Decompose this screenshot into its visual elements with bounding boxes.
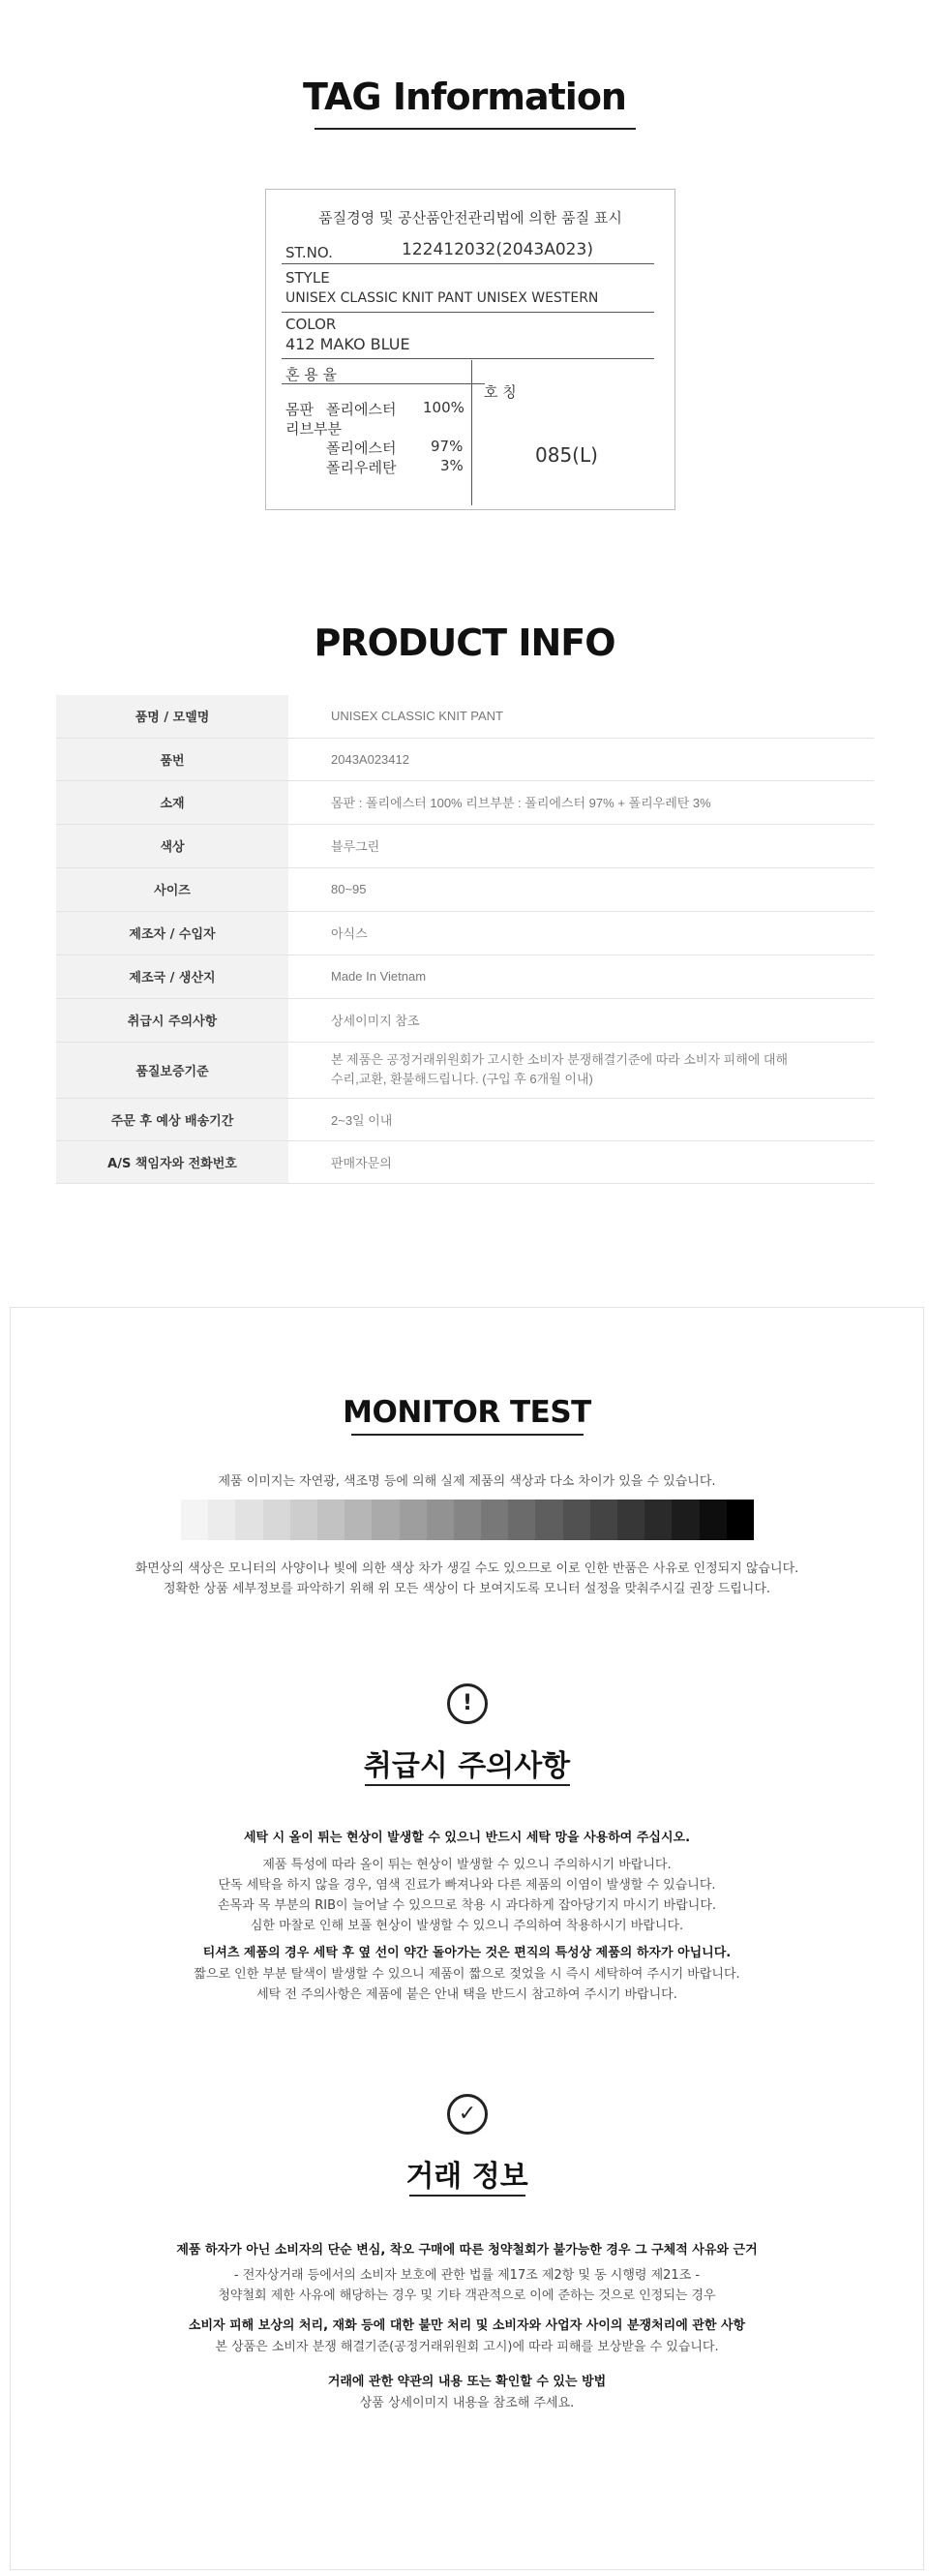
row-value: 판매자문의: [288, 1140, 874, 1183]
row-value: 블루그린: [288, 824, 874, 867]
row-label: 취급시 주의사항: [56, 998, 288, 1042]
care-line: 심한 마찰로 인해 보풀 현상이 발생할 수 있으니 주의하여 착용하시기 바랍니다.: [250, 1919, 684, 1933]
care-line: 제품 특성에 따라 올이 튀는 현상이 발생할 수 있으니 주의하시기 바랍니다.: [262, 1858, 672, 1872]
gray-swatch: [563, 1500, 590, 1540]
tag-mix-label: 혼 용 율: [285, 366, 338, 383]
row-value: 아식스: [288, 911, 874, 955]
row-value: Made In Vietnam: [288, 955, 874, 998]
check-circle-icon: [447, 2094, 488, 2135]
tag-label-card: [265, 189, 675, 510]
care-title-underline: [365, 1784, 570, 1786]
tag-style-label: STYLE: [285, 269, 330, 287]
row-value: 2043A023412: [288, 738, 874, 780]
gray-swatch: [181, 1500, 208, 1540]
table-row: [56, 998, 874, 1042]
row-label: A/S 책임자와 전화번호: [56, 1140, 288, 1183]
gray-swatch: [535, 1500, 562, 1540]
row-label: 제조자 / 수입자: [56, 911, 288, 955]
trade-line: 청약철회 제한 사유에 해당하는 경우 및 기타 객관적으로 이에 준하는 것으로 인정되는 경우: [218, 2288, 716, 2303]
monitor-test-title: MONITOR TEST: [343, 1395, 591, 1430]
row-label: 품번: [56, 738, 288, 780]
tag-rib-pct-2: 3%: [440, 457, 464, 474]
table-row: [56, 695, 874, 738]
row-label: 사이즈: [56, 867, 288, 911]
row-value-line: 본 제품은 공정거래위원회가 고시한 소비자 분쟁해결기준에 따라 소비자 피해에 대해: [331, 1052, 789, 1067]
tag-divider: [282, 263, 654, 264]
monitor-intro: 제품 이미지는 자연광, 색조명 등에 의해 실제 제품의 색상과 다소 차이가 있을 수 있습니다.: [218, 1474, 716, 1489]
gray-swatch: [508, 1500, 535, 1540]
gray-swatch: [235, 1500, 262, 1540]
row-label: 주문 후 예상 배송기간: [56, 1098, 288, 1140]
trade-bold-line: 제품 하자가 아닌 소비자의 단순 변심, 착오 구매에 따른 청약철회가 불가능한 경우 그 구체적 사유와 근거: [176, 2243, 758, 2258]
trade-bold-line: 소비자 피해 보상의 처리, 재화 등에 대한 불만 처리 및 소비자와 사업자 사이의 분쟁처리에 관한 사항: [188, 2318, 746, 2333]
table-row: [56, 1140, 874, 1183]
table-row: [56, 1042, 874, 1098]
row-value: 80~95: [288, 867, 874, 911]
product-info-title: PRODUCT INFO: [314, 621, 615, 664]
row-label: 제조국 / 생산지: [56, 955, 288, 998]
exclamation-glyph: !: [462, 1691, 473, 1715]
tag-title-underline: [315, 128, 636, 130]
monitor-note: 화면상의 색상은 모니터의 사양이나 빛에 의한 색상 차가 생길 수도 있으므로 이로 인한 반품은 사유로 인정되지 않습니다.: [135, 1561, 799, 1576]
row-value: 몸판 : 폴리에스터 100% 리브부분 : 폴리에스터 97% + 폴리우레탄 3%: [288, 780, 874, 824]
tag-rib-material-1: 폴리에스터: [326, 439, 397, 457]
table-row: [56, 780, 874, 824]
row-value: 2~3일 이내: [288, 1098, 874, 1140]
tag-color-label: COLOR: [285, 316, 337, 333]
monitor-note: 정확한 상품 세부정보를 파악하기 위해 위 모든 색상이 다 보여지도록 모니터 설정을 맞춰주시길 권장 드립니다.: [163, 1582, 771, 1596]
trade-title-underline: [409, 2195, 525, 2197]
trade-bold-line: 거래에 관한 약관의 내용 또는 확인할 수 있는 방법: [327, 2375, 607, 2389]
tag-body-pct: 100%: [423, 399, 464, 416]
table-row: [56, 824, 874, 867]
care-bold-line: 세탁 시 올이 튀는 현상이 발생할 수 있으니 반드시 세탁 망을 사용하여 주십시오.: [243, 1831, 691, 1845]
gray-swatch: [263, 1500, 290, 1540]
care-line: 손목과 목 부분의 RIB이 늘어날 수 있으므로 착용 시 과다하게 잡아당기지 마시기 바랍니다.: [217, 1898, 717, 1913]
tag-body-label: 몸판: [285, 401, 314, 418]
care-title: 취급시 주의사항: [363, 1749, 571, 1783]
tag-style-value: UNISEX CLASSIC KNIT PANT UNISEX WESTERN: [285, 290, 599, 306]
tag-divider: [282, 312, 654, 313]
trade-line: 본 상품은 소비자 분쟁 해결기준(공정거래위원회 고시)에 따라 피해를 보상받을 수 있습니다.: [215, 2340, 719, 2354]
gray-swatch: [372, 1500, 399, 1540]
row-label: 색상: [56, 824, 288, 867]
monitor-title-underline: [351, 1434, 584, 1436]
gray-swatch: [617, 1500, 644, 1540]
gray-swatch: [644, 1500, 672, 1540]
gray-swatch: [400, 1500, 427, 1540]
table-row: [56, 867, 874, 911]
gray-swatch: [208, 1500, 235, 1540]
gray-swatch: [590, 1500, 617, 1540]
care-bold-line: 티셔츠 제품의 경우 세탁 후 옆 선이 약간 돌아가는 것은 편직의 특성상 제품의 하자가 아닙니다.: [202, 1946, 732, 1960]
table-row: [56, 911, 874, 955]
tag-st-no-label: ST.NO.: [285, 244, 333, 261]
gray-swatch: [427, 1500, 454, 1540]
trade-title: 거래 정보: [405, 2160, 528, 2194]
row-label: 품질보증기준: [56, 1042, 288, 1098]
gray-swatch: [700, 1500, 727, 1540]
gray-swatch: [481, 1500, 508, 1540]
gray-swatch: [727, 1500, 754, 1540]
row-value-line: 수리,교환, 환불해드립니다. (구입 후 6개월 이내): [331, 1072, 593, 1086]
tag-size-label: 호 칭: [484, 383, 517, 401]
trade-line: 상품 상세이미지 내용을 참조해 주세요.: [359, 2396, 575, 2410]
notice-box: [10, 1307, 924, 2570]
check-glyph: ✓: [458, 2102, 477, 2126]
exclamation-circle-icon: [447, 1683, 488, 1724]
tag-vertical-divider: [471, 360, 472, 505]
row-value-multiline: [288, 1042, 874, 1098]
row-value: 상세이미지 참조: [288, 998, 874, 1042]
tag-information-title: TAG Information: [303, 76, 626, 118]
trade-line: - 전자상거래 등에서의 소비자 보호에 관한 법률 제17조 제2항 및 동 시행령 제21조 -: [233, 2268, 701, 2283]
gray-swatch: [454, 1500, 481, 1540]
row-value: UNISEX CLASSIC KNIT PANT: [288, 695, 874, 738]
gray-scale-strip: [181, 1500, 754, 1540]
tag-divider: [282, 383, 485, 384]
care-line: 짧으로 인한 부분 탈색이 발생할 수 있으니 제품이 짧으로 젖었을 시 즉시 세탁하여 주시기 바랍니다.: [194, 1967, 740, 1982]
gray-swatch: [345, 1500, 372, 1540]
table-row: [56, 1098, 874, 1140]
gray-swatch: [317, 1500, 345, 1540]
tag-rib-pct-1: 97%: [431, 438, 464, 455]
tag-st-no-value: 122412032(2043A023): [402, 240, 593, 259]
row-label: 품명 / 모델명: [56, 695, 288, 738]
tag-heading: 품질경영 및 공산품안전관리법에 의한 품질 표시: [318, 209, 622, 227]
tag-body-material: 폴리에스터: [326, 401, 397, 418]
tag-divider: [282, 358, 654, 359]
tag-size-value: 085(L): [535, 443, 598, 467]
table-row: [56, 955, 874, 998]
tag-rib-material-2: 폴리우레탄: [326, 459, 397, 476]
gray-swatch: [672, 1500, 699, 1540]
tag-rib-label: 리브부분: [285, 420, 342, 438]
tag-color-value: 412 MAKO BLUE: [285, 335, 410, 353]
table-row: [56, 738, 874, 780]
row-label: 소재: [56, 780, 288, 824]
care-line: 세탁 전 주의사항은 제품에 붙은 안내 택을 반드시 참고하여 주시기 바랍니다.: [256, 1987, 677, 2002]
care-line: 단독 세탁을 하지 않을 경우, 염색 진료가 빠져나와 다른 제품의 이염이 발생할 수 있습니다.: [218, 1878, 716, 1893]
gray-swatch: [290, 1500, 317, 1540]
product-info-table: [56, 695, 874, 1184]
